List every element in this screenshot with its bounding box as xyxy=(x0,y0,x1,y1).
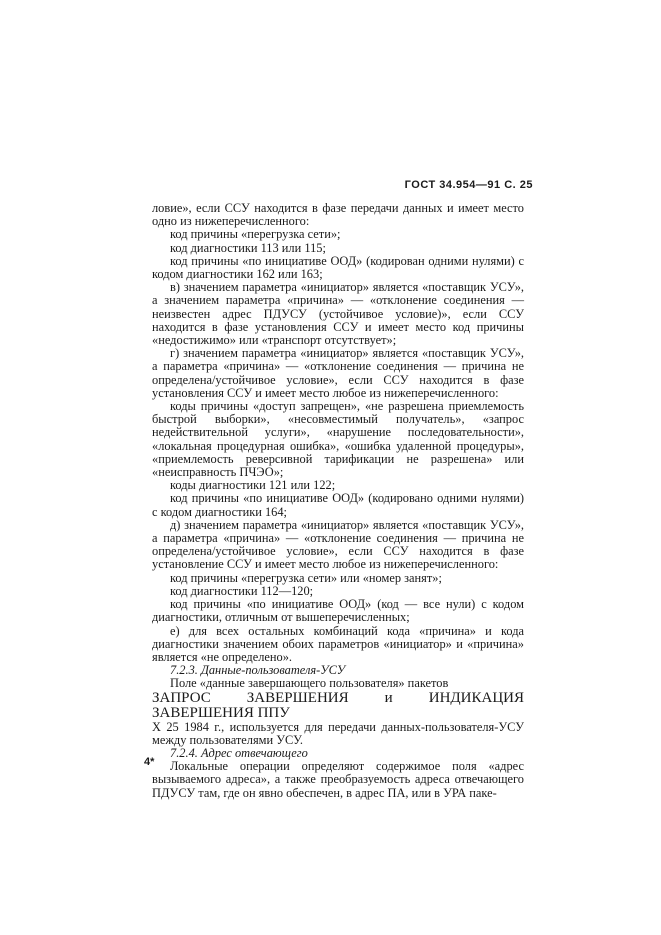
paragraph: в) значением параметра «инициатор» является «поставщик УСУ», а значением параметра «причина» — «отклонение соединения — неизвестен адрес ПДУСУ (устойчивое условие)», если ССУ находится в фазе установления ССУ и имеет место код причины «недостижимо» или «транспорт отсутствует»; xyxy=(152,280,524,348)
section-heading: 7.2.3. Данные-пользователя-УСУ xyxy=(170,663,346,678)
paragraph: код причины «по инициативе ООД» (кодирован одними нулями) с кодом диагностики 162 или 163; xyxy=(152,253,524,282)
paragraph: е) для всех остальных комбинаций кода «причина» и кода диагностики значением обоих параметров «инициатор» и «причина» является «не определено». xyxy=(152,623,524,664)
paragraph: ЗАПРОС ЗАВЕРШЕНИЯ и ИНДИКАЦИЯ ЗАВЕРШЕНИЯ ППУ xyxy=(152,689,524,721)
paragraph: код диагностики 113 или 115; xyxy=(170,240,326,255)
paragraph: код причины «по инициативе ООД» (кодировано одними нулями) с кодом диагностики 164; xyxy=(152,491,524,519)
paragraph: коды причины «доступ запрещен», «не разрешена приемлемость быстрой выборки», «несовместимый получатель», «запрос недействительной услуги», «нарушение последовательности», «локальная процедурная ошибка», «ошибка удаленной процедуры», «приемлемость реверсивной тарификации не разрешена» или «неисправность ПЧЭО»; xyxy=(152,399,524,480)
paragraph: Х 25 1984 г., используется для передачи данных-пользователя-УСУ между пользователями УСУ. xyxy=(152,719,524,747)
page-footer: 4* xyxy=(144,756,155,768)
paragraph: д) значением параметра «инициатор» является «поставщик УСУ», а параметра «причина» — «отклонение соединения — причина не определена/устойчивое условие», если ССУ находится в фазе установление ССУ и имеет место любое из нижеперечисленного: xyxy=(152,517,524,572)
paragraph: ловие», если ССУ находится в фазе передачи данных и имеет место одно из нижеперечисленного: xyxy=(152,201,524,229)
paragraph: код причины «по инициативе ООД» (код — все нули) с кодом диагностики, отличным от вышеперечисленных; xyxy=(152,597,524,625)
body-text xyxy=(152,202,524,800)
paragraph: г) значением параметра «инициатор» является «поставщик УСУ», а параметра «причина» — «отклонение соединения — причина не определена/устойчивое условие», если ССУ находится в фазе установления ССУ и имеет место любое из нижеперечисленного: xyxy=(152,346,524,400)
page-header: ГОСТ 34.954—91 С. 25 xyxy=(404,179,533,191)
paragraph: коды диагностики 121 или 122; xyxy=(170,478,336,493)
paragraph: Поле «данные завершающего пользователя» пакетов xyxy=(170,676,449,691)
paragraph: Локальные операции определяют содержимое поля «адрес вызываемого адреса», а также преобразуемость адреса отвечающего ПДУСУ там, где он явно обеспечен, в адрес ПА, или в УРА паке- xyxy=(152,759,524,800)
section-heading: 7.2.4. Адрес отвечающего xyxy=(170,745,308,760)
paragraph: код причины «перегрузка сети»; xyxy=(170,227,341,242)
paragraph: код причины «перегрузка сети» или «номер занят»; xyxy=(170,570,442,585)
paragraph: код диагностики 112—120; xyxy=(170,583,314,598)
